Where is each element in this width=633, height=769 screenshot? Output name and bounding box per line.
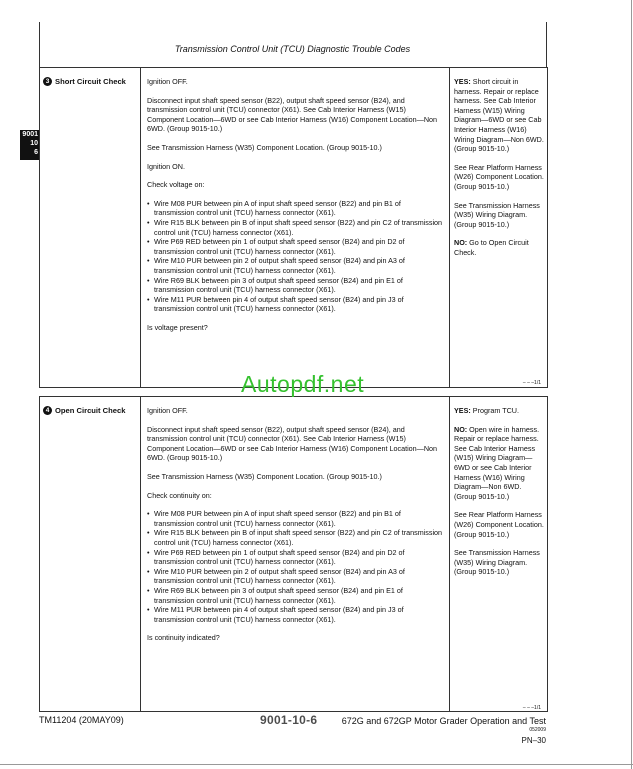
watermark-text: Autopdf.net xyxy=(241,371,365,397)
procedure-step: Disconnect input shaft speed sensor (B22), output shaft speed sensor (B24), and transmission control unit (TCU) connector (X61). See Cab Interior Harness (W15) Component Location—6WD or see Cab Interior Harness (W16) Component Location—Non 6WD. (Group 9015-10.) xyxy=(147,95,438,134)
wire-list-item: • Wire P69 RED between pin 1 of output shaft speed sensor (B24) and pin D2 of transmission control unit (TCU) harness connector (X61). xyxy=(147,548,443,567)
check-question: Is continuity indicated? xyxy=(147,633,220,643)
block-bottom-rule xyxy=(40,711,547,712)
wire-list-item: • Wire R69 BLK between pin 3 of output shaft speed sensor (B24) and pin E1 of transmission control unit (TCU) harness connector (X61). xyxy=(147,276,443,295)
wire-list-item: • Wire M10 PUR between pin 2 of output shaft speed sensor (B24) and pin A3 of transmission control unit (TCU) harness connector (X61). xyxy=(147,567,443,586)
header-right-rule xyxy=(546,22,547,67)
wire-list-item: • Wire M10 PUR between pin 2 of output shaft speed sensor (B24) and pin A3 of transmission control unit (TCU) harness connector (X61). xyxy=(147,256,443,275)
wire-list-item: • Wire M11 PUR between pin 4 of output shaft speed sensor (B24) and pin J3 of transmission control unit (TCU) harness connector (X61). xyxy=(147,295,443,314)
check-title xyxy=(43,77,126,87)
result-text: YES: Program TCU. xyxy=(454,406,519,415)
result-text: YES: Short circuit in harness. Repair or replace harness. See Cab Interior Harness (W15) Wiring Diagram—6WD or see Cab Interior Harness (W16) Wiring Diagram—Non 6WD. (Group 9015-10.) xyxy=(454,77,544,154)
check-title-label: Short Circuit Check xyxy=(55,77,126,86)
wire-list-item: • Wire M08 PUR between pin A of input shaft speed sensor (B22) and pin B1 of transmission control unit (TCU) harness connector (X61). xyxy=(147,509,443,528)
result-column xyxy=(454,77,544,267)
check-title-label: Open Circuit Check xyxy=(55,406,126,415)
page-marker: – – –1/1 xyxy=(522,380,541,386)
step-number-icon: 3 xyxy=(43,77,52,86)
check-question: Is voltage present? xyxy=(147,322,208,332)
procedure-step: See Transmission Harness (W35) Component Location. (Group 9015-10.) xyxy=(147,471,382,481)
procedure-step: Check continuity on: xyxy=(147,490,212,500)
column-divider xyxy=(449,68,450,388)
procedure-column xyxy=(147,77,443,341)
procedure-step: Ignition OFF. xyxy=(147,406,188,415)
wire-list xyxy=(147,509,443,624)
side-tab-line-1: 9001 xyxy=(22,131,38,138)
wire-list xyxy=(147,199,443,314)
result-text: See Rear Platform Harness (W26) Component Location. (Group 9015-10.) xyxy=(454,162,544,191)
wire-list-item: • Wire R15 BLK between pin B of input shaft speed sensor (B22) and pin C2 of transmission control unit (TCU) harness connector (X61). xyxy=(147,528,443,547)
procedure-step: Ignition OFF. xyxy=(147,77,188,86)
short-circuit-check-block xyxy=(39,67,548,388)
column-divider xyxy=(449,397,450,712)
result-text: See Transmission Harness (W35) Wiring Diagram. (Group 9015-10.) xyxy=(454,200,540,229)
page-header-title: Transmission Control Unit (TCU) Diagnostic Trouble Codes xyxy=(174,44,411,54)
wire-list-item: • Wire R15 BLK between pin B of input shaft speed sensor (B22) and pin C2 of transmission control unit (TCU) harness connector (X61). xyxy=(147,218,443,237)
column-divider xyxy=(140,68,141,388)
result-text: NO: Open wire in harness. Repair or replace harness. See Cab Interior Harness (W15) Wiring Diagram—6WD or see Cab Interior Harness (W16) Wiring Diagram—Non 6WD. (Group 9015-10.) xyxy=(454,424,540,501)
open-circuit-check-block xyxy=(39,396,548,712)
procedure-column xyxy=(147,406,443,652)
procedure-step: Ignition ON. xyxy=(147,161,185,171)
side-tab-line-3: 6 xyxy=(34,149,38,156)
result-column xyxy=(454,406,544,586)
wire-list-item: • Wire M11 PUR between pin 4 of output shaft speed sensor (B24) and pin J3 of transmission control unit (TCU) harness connector (X61). xyxy=(147,605,443,624)
section-side-tab xyxy=(20,130,39,160)
step-number-icon: 4 xyxy=(43,406,52,415)
procedure-step: Disconnect input shaft speed sensor (B22), output shaft speed sensor (B24), and transmission control unit (TCU) connector (X61). See Cab Interior Harness (W15) Component Location—6WD or see Cab Interior Harness (W16) Component Location—Non 6WD. (Group 9015-10.) xyxy=(147,424,438,463)
result-text: See Rear Platform Harness (W26) Component Location. (Group 9015-10.) xyxy=(454,510,544,539)
check-title xyxy=(43,406,125,416)
footer-page-code: 9001-10-6 xyxy=(260,713,318,727)
wire-list-item: • Wire M08 PUR between pin A of input shaft speed sensor (B22) and pin B1 of transmission control unit (TCU) harness connector (X61). xyxy=(147,199,443,218)
procedure-step: Check voltage on: xyxy=(147,180,205,190)
column-divider xyxy=(140,397,141,712)
result-text: See Transmission Harness (W35) Wiring Diagram. (Group 9015-10.) xyxy=(454,548,540,577)
page-edge xyxy=(0,764,633,765)
wire-list-item: • Wire P69 RED between pin 1 of output shaft speed sensor (B24) and pin D2 of transmission control unit (TCU) harness connector (X61). xyxy=(147,237,443,256)
wire-list-item: • Wire R69 BLK between pin 3 of output shaft speed sensor (B24) and pin E1 of transmission control unit (TCU) harness connector (X61). xyxy=(147,586,443,605)
footer-manual-id: TM11204 (20MAY09) xyxy=(39,715,124,725)
side-tab-line-2: 10 xyxy=(30,140,38,147)
footer-date-code: 052009 xyxy=(529,727,546,733)
procedure-step: See Transmission Harness (W35) Component Location. (Group 9015-10.) xyxy=(147,142,382,152)
result-text: NO: Go to Open Circuit Check. xyxy=(454,238,529,257)
footer-manual-title: 672G and 672GP Motor Grader Operation and Test xyxy=(341,716,546,726)
page-marker: – – –1/1 xyxy=(522,705,541,711)
footer-page-number: PN–30 xyxy=(521,736,546,745)
page-edge xyxy=(631,0,632,769)
